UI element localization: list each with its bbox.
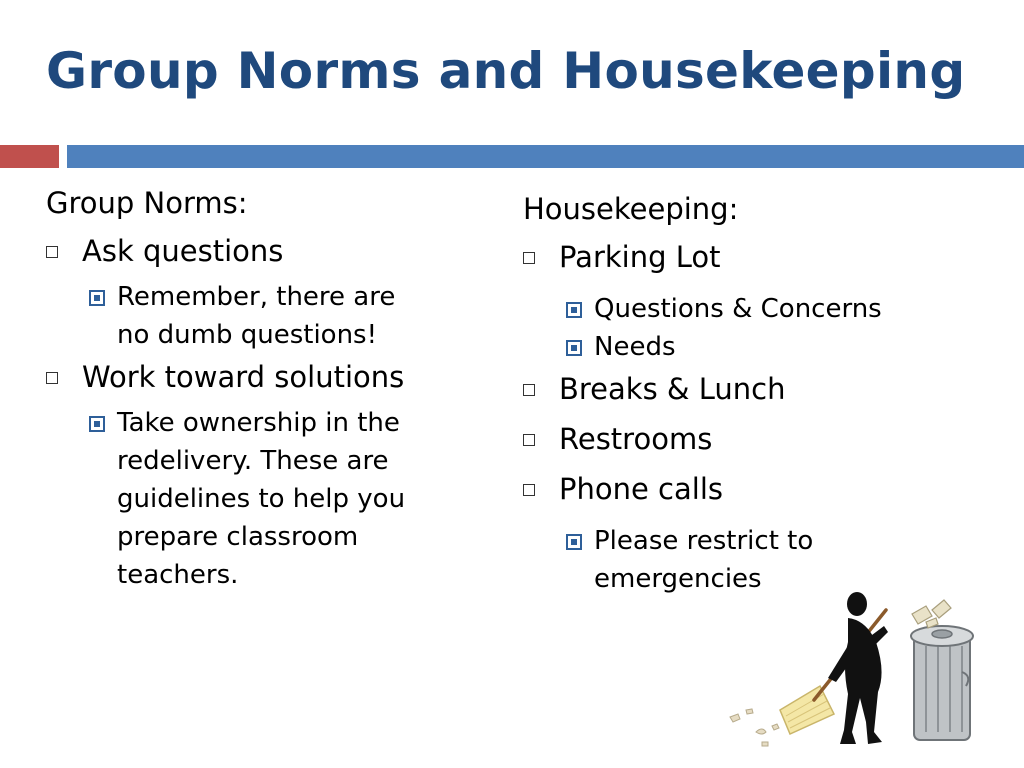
list-item bbox=[46, 234, 476, 268]
sub-list-item bbox=[559, 290, 963, 328]
sub-list-item-text: Remember, there are no dumb questions! bbox=[117, 282, 396, 350]
accent-bar-blue bbox=[67, 145, 1024, 168]
sub-list-item-text: Questions & Concerns bbox=[594, 294, 882, 324]
sub-list-item-text: Needs bbox=[594, 332, 676, 362]
hollow-square-bullet-icon bbox=[523, 484, 535, 496]
sub-list bbox=[46, 404, 476, 594]
square-bullet-icon bbox=[89, 416, 105, 432]
list-item-text: Breaks & Lunch bbox=[559, 372, 786, 406]
list-item bbox=[523, 472, 963, 506]
sub-list-item bbox=[559, 328, 963, 366]
accent-bar-red bbox=[0, 145, 59, 168]
housekeeping-column bbox=[523, 192, 963, 604]
list-item bbox=[523, 240, 963, 274]
square-bullet-icon bbox=[566, 340, 582, 356]
list-item bbox=[523, 422, 963, 456]
hollow-square-bullet-icon bbox=[46, 246, 58, 258]
list-item-text: Restrooms bbox=[559, 422, 713, 456]
housekeeping-heading: Housekeeping: bbox=[523, 192, 739, 226]
list-item bbox=[46, 360, 476, 394]
hollow-square-bullet-icon bbox=[523, 252, 535, 264]
group-norms-column bbox=[46, 186, 476, 600]
group-norms-heading: Group Norms: bbox=[46, 186, 248, 220]
square-bullet-icon bbox=[89, 290, 105, 306]
hollow-square-bullet-icon bbox=[46, 372, 58, 384]
group-norms-list bbox=[46, 234, 476, 594]
hollow-square-bullet-icon bbox=[523, 384, 535, 396]
sub-list-item bbox=[82, 404, 476, 594]
sub-list-item-text: Take ownership in the redelivery. These are guidelines to help you prepare classroom teachers. bbox=[117, 408, 406, 590]
square-bullet-icon bbox=[566, 534, 582, 550]
janitor-sweeping-trash-can-icon bbox=[716, 582, 986, 758]
list-item-text: Parking Lot bbox=[559, 240, 721, 274]
square-bullet-icon bbox=[566, 302, 582, 318]
sub-list-item-text: Please restrict to emergencies bbox=[594, 526, 814, 594]
sub-list-item bbox=[82, 278, 476, 354]
list-item-text: Phone calls bbox=[559, 472, 723, 506]
sub-list bbox=[523, 290, 963, 366]
list-item-text: Ask questions bbox=[82, 234, 284, 268]
list-item-text: Work toward solutions bbox=[82, 360, 405, 394]
slide-title: Group Norms and Housekeeping bbox=[46, 42, 966, 100]
list-item bbox=[523, 372, 963, 406]
housekeeping-list bbox=[523, 240, 963, 598]
hollow-square-bullet-icon bbox=[523, 434, 535, 446]
sub-list bbox=[46, 278, 476, 354]
